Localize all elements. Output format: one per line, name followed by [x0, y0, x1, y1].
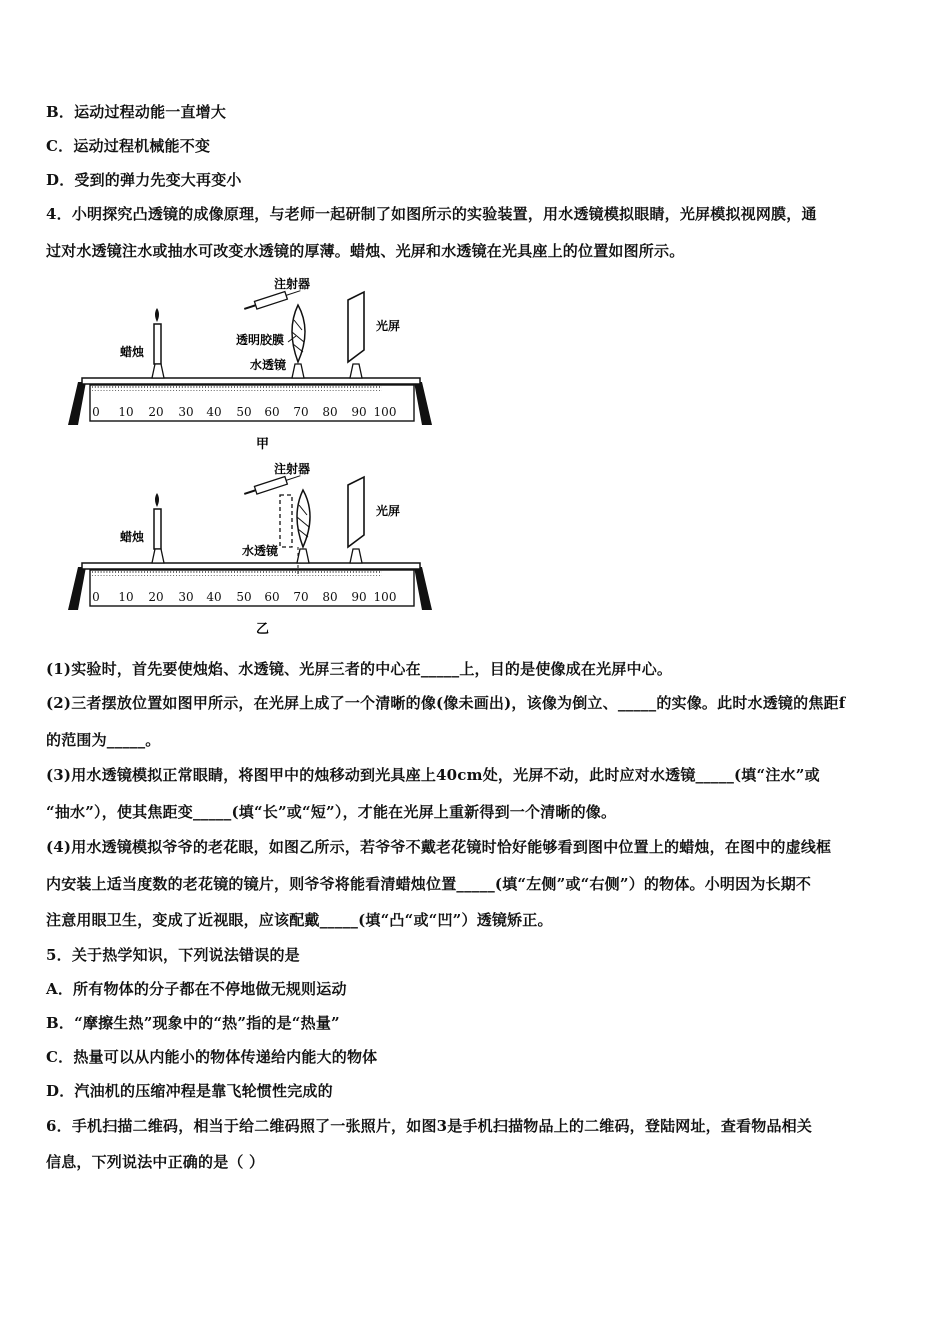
figure-yi [60, 455, 460, 649]
tick-label: 50 [236, 405, 252, 419]
figure-jia [60, 270, 460, 464]
tick-label: 80 [322, 590, 338, 604]
tick-label: 70 [293, 405, 309, 419]
tick-label: 0 [92, 405, 100, 419]
tick-label: 20 [148, 590, 164, 604]
bench-right-leg [414, 382, 432, 425]
label-lens: 水透镜 [250, 358, 287, 372]
label-candle: 蜡烛 [120, 530, 145, 544]
light-screen [348, 477, 364, 563]
question-6-stem-line2: 信息，下列说法中正确的是（ ） [46, 1153, 265, 1171]
tick-label: 10 [118, 405, 134, 419]
question-4-stem-line1: 4．小明探究凸透镜的成像原理，与老师一起研制了如图所示的实验装置，用水透镜模拟眼睛，光屏模拟视网膜，通 [46, 205, 817, 223]
candle [152, 493, 164, 563]
water-lens [297, 490, 310, 563]
tick-label: 100 [373, 405, 397, 419]
question-5-stem: 5．关于热学知识，下列说法错误的是 [46, 946, 300, 964]
tick-label: 80 [322, 405, 338, 419]
tick-label: 20 [148, 405, 164, 419]
q5-option-d: D．汽油机的压缩冲程是靠飞轮惯性完成的 [46, 1082, 333, 1100]
tick-label: 60 [264, 405, 280, 419]
label-syringe: 注射器 [274, 277, 311, 291]
dashed-glasses-frame [280, 495, 292, 547]
q5-option-c: C．热量可以从内能小的物体传递给内能大的物体 [46, 1048, 378, 1066]
q4-part4-line2: 内安装上适当度数的老花镜的镜片，则爷爷将能看清蜡烛位置_____(填“左侧”或“右侧”）的物体。小明因为长期不 [46, 875, 812, 893]
q4-part4-line3: 注意用眼卫生，变成了近视眼，应该配戴_____(填“凸“或“凹”）透镜矫正。 [46, 911, 553, 929]
option-c-q3: C．运动过程机械能不变 [46, 137, 211, 155]
figure-caption-jia: 甲 [256, 437, 270, 452]
label-candle: 蜡烛 [120, 345, 145, 359]
tick-label: 10 [118, 590, 134, 604]
tick-label: 70 [293, 590, 309, 604]
bench-left-leg [68, 382, 86, 425]
question-4-stem-line2: 过对水透镜注水或抽水可改变水透镜的厚薄。蜡烛、光屏和水透镜在光具座上的位置如图所示。 [46, 242, 685, 260]
q4-part3-line1: (3)用水透镜模拟正常眼睛，将图甲中的烛移动到光具座上40cm处，光屏不动，此时应对水透镜_____(填“注水”或 [46, 766, 820, 784]
label-film: 透明胶膜 [236, 333, 285, 347]
light-screen [348, 292, 364, 378]
tick-label: 40 [206, 590, 222, 604]
tick-label: 50 [236, 590, 252, 604]
tick-label: 90 [351, 590, 367, 604]
tick-label: 30 [178, 590, 194, 604]
option-b-q3: B．运动过程动能一直增大 [46, 103, 227, 121]
label-lens: 水透镜 [242, 544, 279, 558]
tick-label: 0 [92, 590, 100, 604]
q4-part3-line2: “抽水”），使其焦距变_____(填“长”或“短”），才能在光屏上重新得到一个清晰的像。 [46, 803, 617, 821]
tick-label: 100 [373, 590, 397, 604]
option-d-q3: D．受到的弹力先变大再变小 [46, 171, 242, 189]
q4-part4-line1: (4)用水透镜模拟爷爷的老花眼，如图乙所示，若爷爷不戴老花镜时恰好能够看到图中位置上的蜡烛，在图中的虚线框 [46, 838, 832, 856]
q5-option-b: B．“摩擦生热”现象中的“热”指的是“热量” [46, 1014, 340, 1032]
q4-part2-line1: (2)三者摆放位置如图甲所示，在光屏上成了一个清晰的像(像未画出)，该像为倒立、_____的实像。此时水透镜的焦距f [46, 694, 846, 712]
bench-right-leg [414, 567, 432, 610]
q5-option-a: A．所有物体的分子都在不停地做无规则运动 [46, 980, 347, 998]
q4-part1: (1)实验时，首先要使烛焰、水透镜、光屏三者的中心在_____上，目的是使像成在光屏中心。 [46, 660, 673, 678]
q4-part2-line2: 的范围为_____。 [46, 731, 161, 749]
question-6-stem-line1: 6．手机扫描二维码，相当于给二维码照了一张照片，如图3是手机扫描物品上的二维码，登陆网址，查看物品相关 [46, 1117, 813, 1135]
tick-label: 90 [351, 405, 367, 419]
tick-label: 60 [264, 590, 280, 604]
label-screen: 光屏 [376, 319, 401, 333]
candle [152, 308, 164, 378]
figure-caption-yi: 乙 [256, 622, 270, 637]
bench-left-leg [68, 567, 86, 610]
tick-label: 30 [178, 405, 194, 419]
water-lens [292, 305, 305, 378]
optical-bench-rail [82, 378, 420, 384]
label-syringe: 注射器 [274, 462, 311, 476]
optical-bench-rail [82, 563, 420, 569]
tick-label: 40 [206, 405, 222, 419]
label-screen: 光屏 [376, 504, 401, 518]
